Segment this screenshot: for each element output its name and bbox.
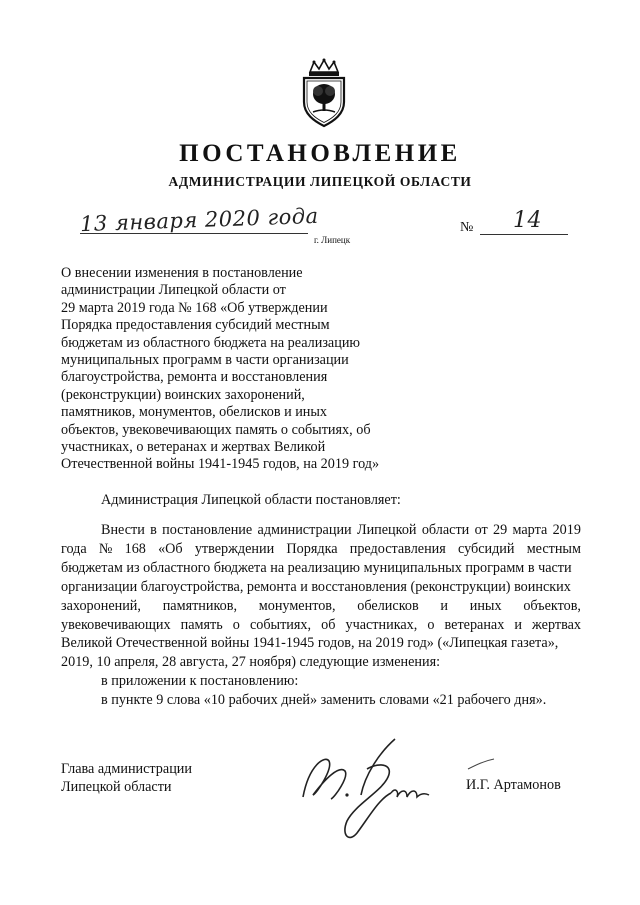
- heading-line: благоустройства, ремонта и восстановления: [61, 369, 328, 386]
- body-word: №: [98, 540, 113, 557]
- body-word: Порядка: [286, 540, 338, 557]
- body-word: Внести: [101, 522, 145, 538]
- body-line-6: [61, 616, 581, 635]
- body-word: марта: [512, 522, 548, 538]
- body-line-8: 2019, 10 апреля, 28 августа, 27 ноября) следующие изменения:: [61, 654, 441, 671]
- body-line-3: бюджетам из областного бюджета на реализацию муниципальных программ в части: [61, 559, 572, 576]
- body-line-4: организации благоустройства, ремонта и восстановления (реконструкции) воинских: [61, 578, 571, 595]
- document-title: ПОСТАНОВЛЕНИЕ: [179, 140, 461, 167]
- date-underline: [80, 233, 308, 234]
- handwritten-date: 13 января 2020 года: [79, 203, 319, 237]
- body-line-9: в приложении к постановлению:: [101, 673, 299, 690]
- heading-line: администрации Липецкой области от: [61, 282, 286, 299]
- body-line-10: в пункте 9 слова «10 рабочих дней» заменить словами «21 рабочего дня».: [101, 692, 547, 709]
- body-word: память: [180, 616, 223, 633]
- heading-line: 29 марта 2019 года № 168 «Об утверждении: [61, 299, 328, 316]
- body-word: администрации: [257, 522, 352, 538]
- decree-statement: Администрация Липецкой области постановляет:: [101, 492, 401, 508]
- body-word: захоронений,: [61, 597, 141, 614]
- document-heading: [61, 265, 421, 474]
- number-label: №: [460, 220, 474, 235]
- signatory-title: [61, 760, 192, 796]
- body-word: от: [474, 522, 488, 538]
- body-word: ветеранах: [444, 616, 505, 633]
- body-word: увековечивающих: [61, 616, 171, 633]
- body-word: в: [150, 522, 157, 538]
- body-word: области: [421, 522, 470, 538]
- heading-line: Порядка предоставления субсидий местным: [61, 317, 330, 334]
- body-word: Липецкой: [356, 522, 417, 538]
- body-word: предоставления: [349, 540, 446, 557]
- body-word: жертвах: [532, 616, 581, 633]
- body-word: и: [440, 597, 448, 614]
- body-word: событиях,: [249, 616, 312, 633]
- body-word: иных: [469, 597, 502, 614]
- body-word: памятников,: [162, 597, 237, 614]
- body-word: 29: [493, 522, 508, 538]
- issuing-authority: АДМИНИСТРАЦИИ ЛИПЕЦКОЙ ОБЛАСТИ: [168, 174, 472, 189]
- heading-line: бюджетам из областного бюджета на реализацию: [61, 334, 361, 351]
- body-line-7: Великой Отечественной войны 1941-1945 годов, на 2019 год» («Липецкая газета»,: [61, 635, 559, 652]
- pen-mark-icon: [466, 757, 496, 771]
- body-word: объектов,: [523, 597, 581, 614]
- document-body: [61, 521, 581, 710]
- body-word: монументов,: [258, 597, 336, 614]
- signatory-name: И.Г. Артамонов: [466, 777, 561, 793]
- body-word: о: [232, 616, 240, 633]
- body-word: субсидий: [457, 540, 515, 557]
- heading-line: участниках, о ветеранах и жертвах Великой: [61, 439, 326, 456]
- handwritten-number: 14: [513, 208, 542, 233]
- body-word: утверждении: [194, 540, 275, 557]
- body-word: обелисков: [357, 597, 419, 614]
- heading-line: Отечественной войны 1941-1945 годов, на 2019 год»: [61, 456, 380, 473]
- body-word: участниках,: [345, 616, 418, 633]
- body-word: о: [427, 616, 435, 633]
- signatory-title-line: Липецкой области: [61, 779, 172, 795]
- body-word: и: [514, 616, 522, 633]
- body-word: постановление: [162, 522, 253, 538]
- body-word: об: [321, 616, 336, 633]
- heading-line: О внесении изменения в постановление: [61, 265, 303, 281]
- heading-line: муниципальных программ в части организации: [61, 352, 349, 369]
- coat-of-arms-icon: [296, 58, 352, 128]
- body-word: «Об: [158, 540, 183, 557]
- body-word: года: [61, 540, 87, 557]
- heading-line: объектов, увековечивающих память о событиях, об: [61, 421, 371, 438]
- signatory-title-line: Глава администрации: [61, 761, 192, 777]
- body-word: 2019: [552, 522, 581, 538]
- handwritten-signature-icon: [295, 735, 455, 845]
- body-line-2: [61, 540, 581, 559]
- body-line-1: [61, 521, 581, 540]
- heading-line: (реконструкции) воинских захоронений,: [61, 386, 305, 403]
- body-word: местным: [526, 540, 581, 557]
- body-word: 168: [124, 540, 146, 557]
- body-line-5: [61, 597, 581, 616]
- number-underline: [480, 234, 568, 235]
- city-label: г. Липецк: [314, 235, 351, 245]
- heading-line: памятников, монументов, обелисков и иных: [61, 404, 328, 421]
